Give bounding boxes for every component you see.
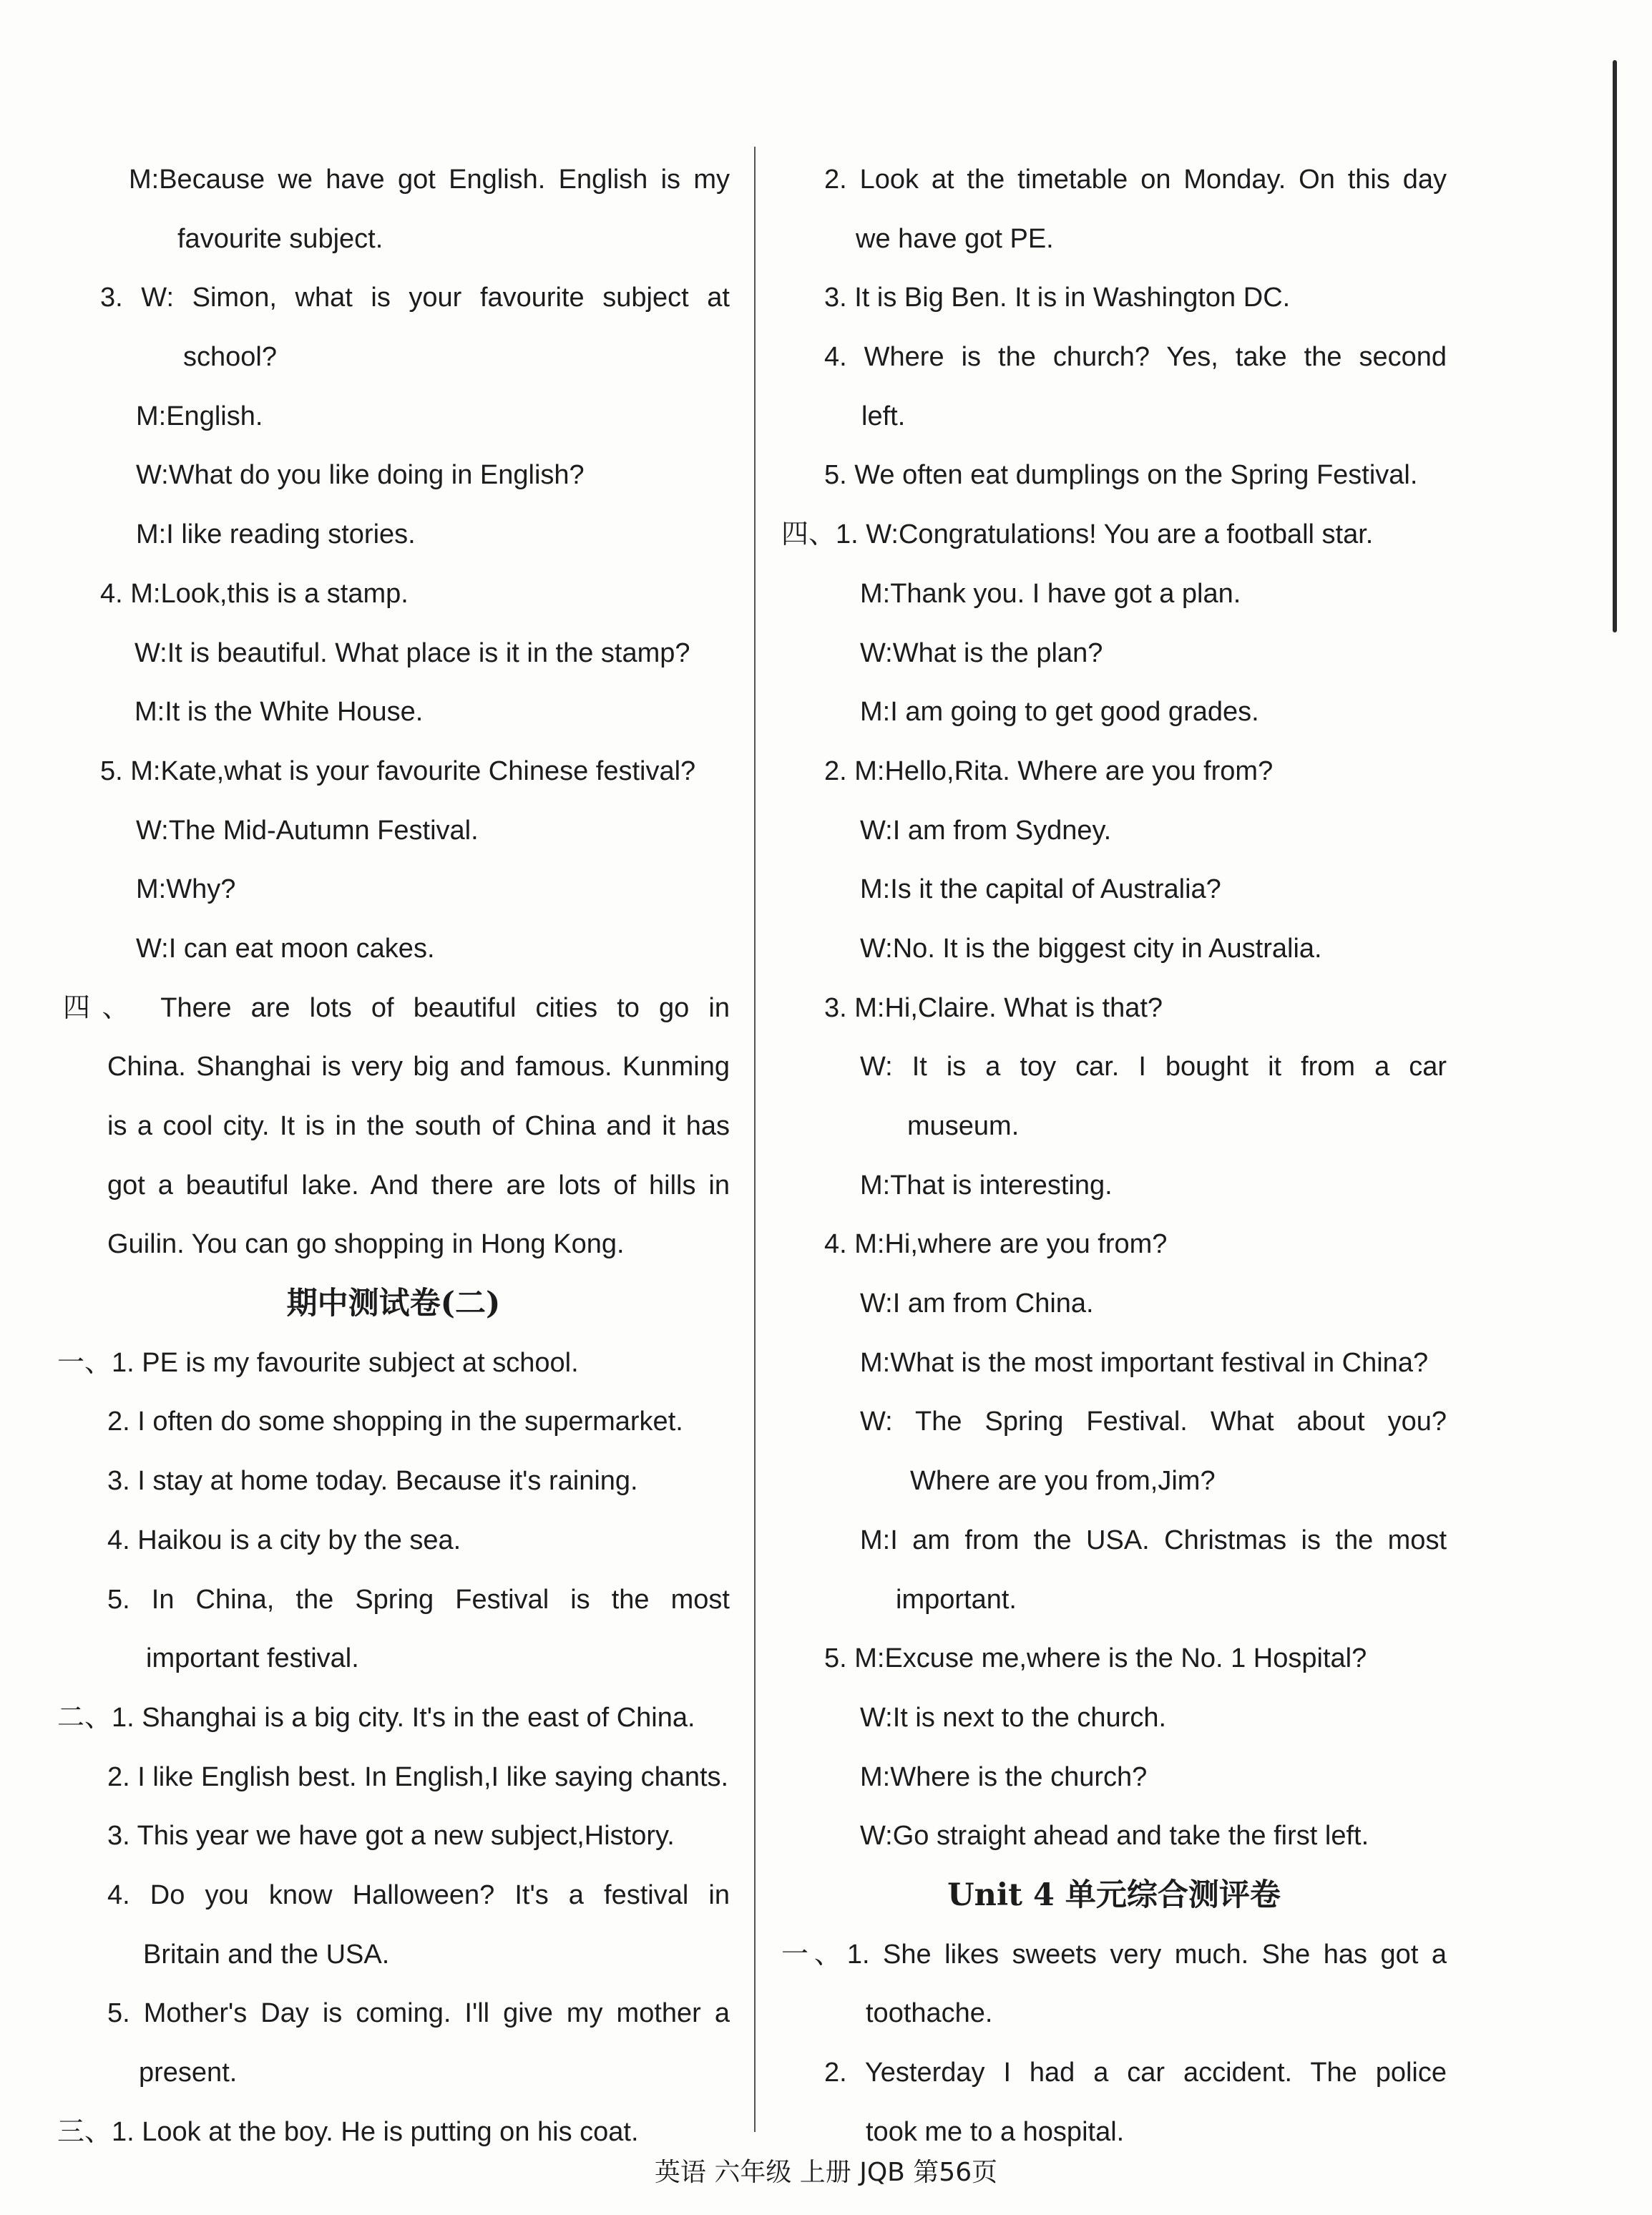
- text-line: W:What do you like doing in English?: [136, 460, 585, 491]
- text-line: 5. In China, the Spring Festival is the most: [107, 1584, 730, 1615]
- text-line: present.: [139, 2058, 238, 2088]
- column-divider: [754, 147, 756, 2132]
- text-line: M:That is interesting.: [860, 1170, 1113, 1201]
- text-line: 3. W: Simon, what is your favourite subject at: [100, 283, 730, 313]
- text-line: M:Because we have got English. English is my: [129, 165, 730, 195]
- text-line: Where are you from,Jim?: [910, 1466, 1216, 1497]
- text-line: important festival.: [146, 1643, 359, 1674]
- text-line: W:Go straight ahead and take the first left.: [860, 1821, 1369, 1852]
- text-line: M:Thank you. I have got a plan.: [860, 578, 1241, 609]
- text-line: W:It is next to the church.: [860, 1702, 1167, 1733]
- text-line: M:I am going to get good grades.: [860, 697, 1259, 728]
- text-line: school?: [183, 342, 277, 373]
- text-line: 四、 There are lots of beautiful cities to go in: [63, 992, 730, 1023]
- text-line: W: It is a toy car. I bought it from a car: [860, 1052, 1447, 1082]
- text-line: 2. I often do some shopping in the supermarket.: [107, 1407, 683, 1437]
- text-line: M:Is it the capital of Australia?: [860, 874, 1221, 905]
- text-line: 5. Mother's Day is coming. I'll give my mother a: [107, 1998, 730, 2029]
- scan-edge-mark: [1613, 60, 1617, 632]
- text-line: 2. Yesterday I had a car accident. The police: [824, 2058, 1447, 2088]
- text-line: toothache.: [866, 1998, 993, 2029]
- text-line: 一、1. She likes sweets very much. She has got a: [781, 1939, 1447, 1970]
- text-line: M:I am from the USA. Christmas is the most: [860, 1525, 1447, 1555]
- text-line: 4. M:Hi,where are you from?: [824, 1229, 1168, 1260]
- text-line: 2. I like English best. In English,I like saying chants.: [107, 1761, 729, 1792]
- text-line: got a beautiful lake. And there are lots of hills in: [107, 1170, 730, 1201]
- text-line: M:What is the most important festival in China?: [860, 1347, 1429, 1378]
- text-line: favourite subject.: [177, 223, 383, 254]
- text-line: 3. This year we have got a new subject,History.: [107, 1821, 675, 1852]
- text-line: 2. M:Hello,Rita. Where are you from?: [824, 756, 1274, 786]
- text-line: 5. M:Excuse me,where is the No. 1 Hospital?: [824, 1643, 1367, 1674]
- text-line: 2. Look at the timetable on Monday. On this day: [824, 165, 1447, 195]
- text-line: 5. M:Kate,what is your favourite Chinese festival?: [100, 756, 696, 786]
- text-line: museum.: [907, 1111, 1020, 1141]
- text-line: W:The Mid-Autumn Festival.: [136, 815, 479, 846]
- section-heading: 期中测试卷(二): [286, 1286, 501, 1322]
- text-line: M:English.: [136, 401, 263, 431]
- text-line: W:No. It is the biggest city in Australia.: [860, 933, 1322, 964]
- section-heading: Unit 4 单元综合测评卷: [947, 1877, 1281, 1913]
- text-line: W:It is beautiful. What place is it in the stamp?: [135, 637, 690, 668]
- text-line: W:What is the plan?: [860, 637, 1103, 668]
- text-line: we have got PE.: [856, 223, 1054, 254]
- text-line: W:I am from China.: [860, 1289, 1094, 1319]
- text-line: 四、1. W:Congratulations! You are a football star.: [781, 519, 1374, 550]
- text-line: China. Shanghai is very big and famous. Kunming: [107, 1052, 730, 1082]
- text-line: 3. I stay at home today. Because it's raining.: [107, 1466, 638, 1497]
- text-line: W: The Spring Festival. What about you?: [860, 1407, 1447, 1437]
- text-line: 5. We often eat dumplings on the Spring Festival.: [824, 460, 1418, 491]
- text-line: important.: [896, 1584, 1017, 1615]
- text-line: is a cool city. It is in the south of China and it has: [107, 1111, 730, 1141]
- text-line: took me to a hospital.: [866, 2116, 1125, 2147]
- text-line: 4. Do you know Halloween? It's a festival in: [107, 1879, 730, 1910]
- right-column: [781, 150, 1447, 2161]
- text-line: M:Why?: [136, 874, 236, 905]
- text-line: 3. M:Hi,Claire. What is that?: [824, 992, 1163, 1023]
- text-line: M:Where is the church?: [860, 1761, 1148, 1792]
- text-line: 4. Where is the church? Yes, take the second: [824, 342, 1447, 373]
- text-line: M:I like reading stories.: [136, 519, 416, 550]
- text-line: Guilin. You can go shopping in Hong Kong.: [107, 1229, 625, 1260]
- text-line: 3. It is Big Ben. It is in Washington DC.: [824, 283, 1291, 313]
- text-line: 4. Haikou is a city by the sea.: [107, 1525, 461, 1555]
- left-column: [57, 150, 730, 2161]
- text-line: 一、1. PE is my favourite subject at school.: [57, 1347, 579, 1378]
- text-line: 4. M:Look,this is a stamp.: [100, 578, 409, 609]
- text-line: W:I can eat moon cakes.: [136, 933, 435, 964]
- text-line: M:It is the White House.: [135, 697, 424, 728]
- text-line: Britain and the USA.: [143, 1939, 390, 1970]
- text-line: 三、1. Look at the boy. He is putting on his coat.: [57, 2116, 639, 2147]
- text-line: 二、1. Shanghai is a big city. It's in the east of China.: [57, 1702, 695, 1733]
- text-line: W:I am from Sydney.: [860, 815, 1112, 846]
- page-footer: 英语 六年级 上册 JQB 第56页: [654, 2158, 998, 2187]
- text-line: left.: [861, 401, 906, 431]
